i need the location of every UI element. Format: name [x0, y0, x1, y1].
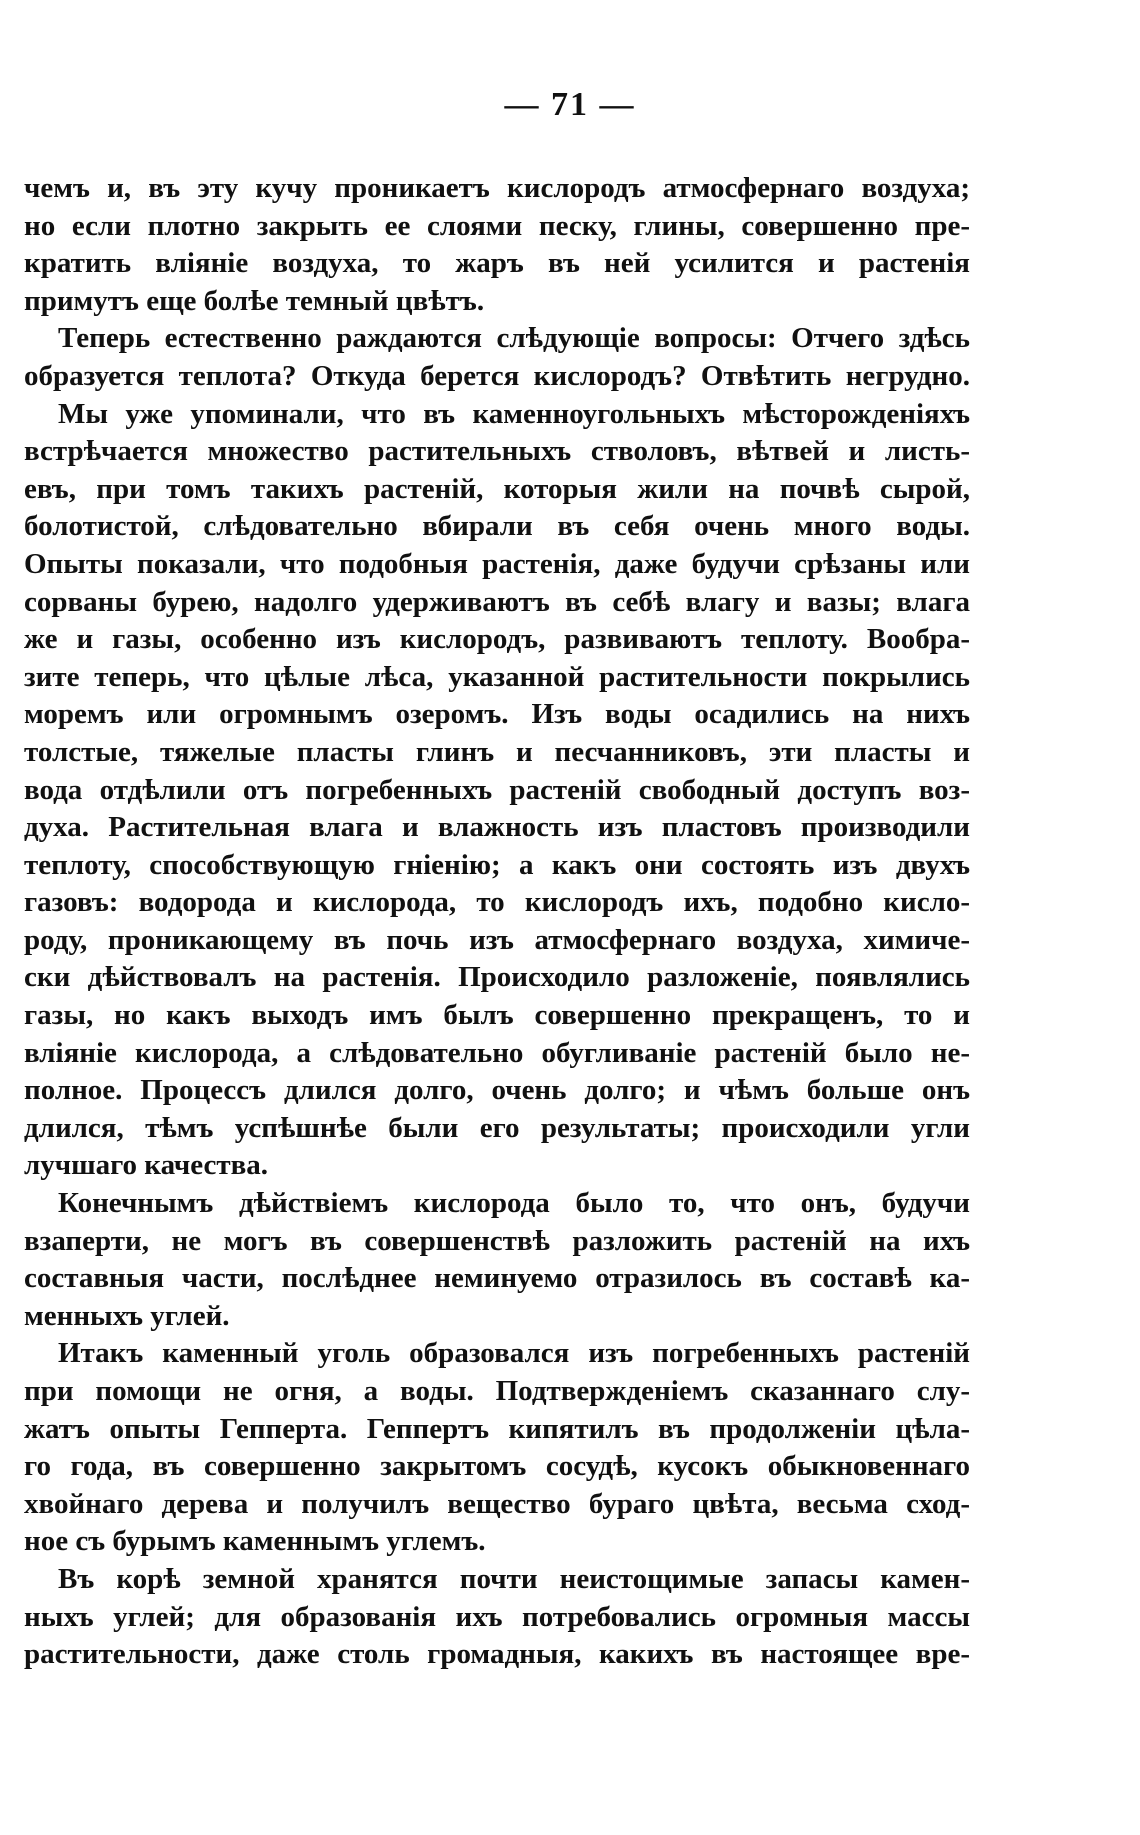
text-line: встрѣчается множество растительныхъ стволовъ, вѣтвей и листь- [24, 435, 970, 468]
text-line: образуется теплота? Откуда берется кислородъ? Отвѣтить негрудно. [24, 359, 970, 392]
text-line: ное съ бурымъ каменнымъ углемъ. [24, 1525, 486, 1558]
text-line: ски дѣйствовалъ на растенія. Происходило разложеніе, появлялись [24, 961, 970, 994]
text-line: газовъ: водорода и кислорода, то кислородъ ихъ, подобно кисло- [24, 886, 970, 919]
text-line: зите теперь, что цѣлые лѣса, указанной растительности покрылись [24, 660, 970, 693]
text-line: газы, но какъ выходъ имъ былъ совершенно прекращенъ, то и [24, 999, 970, 1032]
text-line: но если плотно закрыть ее слоями песку, глины, совершенно пре- [24, 209, 970, 242]
body-text [24, 170, 970, 1674]
text-line: при помощи не огня, а воды. Подтвержденіемъ сказаннаго слу- [24, 1375, 970, 1407]
text-line: вода отдѣлили отъ погребенныхъ растеній свободный доступъ воз- [24, 773, 970, 806]
page-number: — 71 — [504, 86, 636, 123]
text-line: Итакъ каменный уголь образовался изъ погребенныхъ растеній [58, 1337, 970, 1370]
text-line: Конечнымъ дѣйствіемъ кислорода было то, что онъ, будучи [58, 1187, 970, 1220]
text-line: толстые, тяжелые пласты глинъ и песчанниковъ, эти пласты и [24, 735, 970, 768]
text-line: кратить вліяніе воздуха, то жаръ въ ней усилится и растенія [24, 247, 970, 280]
text-line: ныхъ углей; для образованія ихъ потребовались огромныя массы [24, 1600, 970, 1633]
text-line: моремъ или огромнымъ озеромъ. Изъ воды осадились на нихъ [24, 698, 970, 731]
text-line: чемъ и, въ эту кучу проникаетъ кислородъ атмосфернаго воздуха; [24, 172, 970, 204]
text-line: менныхъ углей. [24, 1299, 230, 1332]
text-line: растительности, даже столь громадныя, какихъ въ настоящее вре- [24, 1638, 970, 1671]
text-line: евъ, при томъ такихъ растеній, которыя жили на почвѣ сырой, [24, 472, 970, 505]
text-line: длился, тѣмъ успѣшнѣе были его результаты; происходили угли [24, 1111, 970, 1144]
text-line: же и газы, особенно изъ кислородъ, развиваютъ теплоту. Вообра- [24, 623, 970, 656]
text-line: роду, проникающему въ почь изъ атмосфернаго воздуха, химиче- [24, 923, 970, 956]
text-line: полное. Процессъ длился долго, очень долго; и чѣмъ больше онъ [24, 1074, 970, 1107]
text-line: Опыты показали, что подобныя растенія, даже будучи срѣзаны или [24, 547, 970, 580]
text-line: Теперь естественно раждаются слѣдующіе вопросы: Отчего здѣсь [58, 322, 970, 355]
text-line: Мы уже упоминали, что въ каменноугольныхъ мѣсторожденіяхъ [58, 397, 970, 430]
text-line: вліяніе кислорода, а слѣдовательно обугливаніе растеній было не- [24, 1036, 970, 1069]
text-line: болотистой, слѣдовательно вбирали въ себя очень много воды. [24, 510, 970, 543]
text-line: примутъ еще болѣе темный цвѣтъ. [24, 284, 485, 317]
text-line: сорваны бурею, надолго удерживаютъ въ себѣ влагу и вазы; влага [24, 585, 970, 618]
text-line: духа. Растительная влага и влажность изъ пластовъ производили [24, 811, 970, 844]
text-line: взаперти, не могъ въ совершенствѣ разложить растеній на ихъ [24, 1224, 970, 1257]
text-line: жатъ опыты Гепперта. Геппертъ кипятилъ въ продолженіи цѣла- [24, 1412, 970, 1445]
text-line: лучшаго качества. [24, 1149, 269, 1182]
text-line: составныя части, послѣднее неминуемо отразилось въ составѣ ка- [24, 1262, 970, 1295]
text-line: Въ корѣ земной хранятся почти неистощимые запасы камен- [58, 1562, 970, 1595]
text-line: хвойнаго дерева и получилъ вещество бураго цвѣта, весьма сход- [24, 1487, 970, 1520]
text-line: теплоту, способствующую гніенію; а какъ они состоять изъ двухъ [24, 848, 970, 881]
text-line: го года, въ совершенно закрытомъ сосудѣ, кусокъ обыкновеннаго [24, 1450, 970, 1483]
